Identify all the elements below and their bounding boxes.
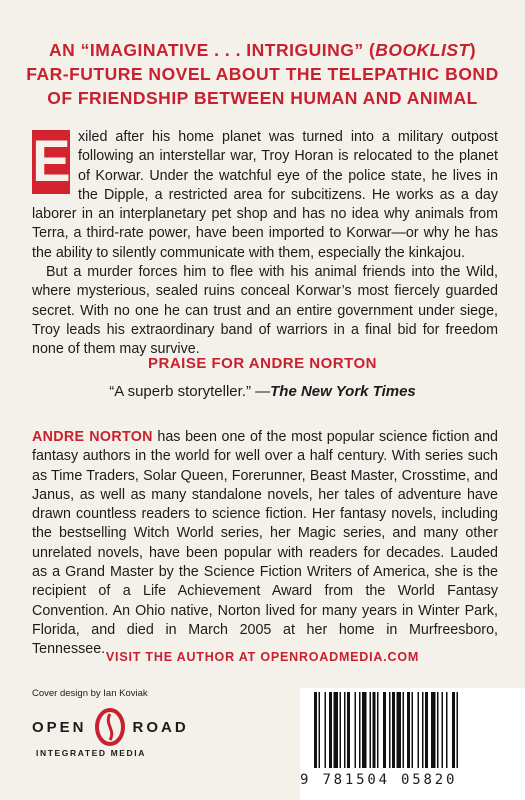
road-logo-icon <box>95 708 125 746</box>
author-website-line: VISIT THE AUTHOR AT OPENROADMEDIA.COM <box>105 650 420 664</box>
author-bio: ANDRE NORTON has been one of the most popular science fiction and fantasy authors in the world for well over a half century. With series such as Time Traders, Solar Queen, Forerunner, Beast Master, Crosstime, and Janus, as well as many standalone novels, her tales of adventure have drawn countless readers to science fiction. Her fantasy novels, including the bestselling Witch World series, her Magic series, and many other unrelated novels, have been popular with readers for decades. Lauded as a Grand Master by the Science Fiction Writers of America, she is the recipient of a Life Achievement Award from the World Fantasy Convention. An Ohio native, Norton lived for many years in Winter Park, Florida, and died in March 2005 at her home in Murfreesboro, Tennessee. <box>32 429 498 658</box>
quote-source: The New York Times <box>270 383 416 400</box>
logo-word-open: OPEN <box>32 718 87 736</box>
logo-subtitle: INTEGRATED MEDIA <box>36 748 146 758</box>
praise-quote: “A superb storyteller.” —The New York Times <box>109 383 416 400</box>
synopsis-paragraph-2: But a murder forces him to flee with his animal friends into the Wild, where mysterious, sealed ruins conceal Korwar’s most fiercely guarded secret. With no one he can trust and an entire government under siege, Troy leads his extraordinary band of warriors in a final bid for freedom none of them may survive. <box>32 264 498 358</box>
barcode-bars-icon <box>300 688 525 768</box>
cover-credit: Cover design by Ian Koviak <box>32 688 148 699</box>
tagline-line-2: FAR-FUTURE NOVEL ABOUT THE TELEPATHIC BOND <box>26 64 499 84</box>
author-name: ANDRE NORTON <box>32 429 153 445</box>
synopsis-paragraph-1: E xiled after his home planet was turned into a military outpost following an interstellar war, Troy Horan is relocated to the planet of Korwar. Under the watchful eye of the police state, he lives in the Dipple, a restricted area for subcitizens. He works as a day laborer in an interplanetary pet shop and has no idea why animals from Terra, a third-rate power, have been imported to Korwar—or why he has the ability to silently communicate with them, especially the kinkajou. <box>32 129 498 261</box>
tagline-line-1: AN “IMAGINATIVE . . . INTRIGUING” (BOOKLIST) <box>48 40 477 60</box>
publisher-logo <box>32 706 212 770</box>
tagline-line-3: OF FRIENDSHIP BETWEEN HUMAN AND ANIMAL <box>47 88 478 108</box>
tagline-headline <box>20 38 505 110</box>
praise-heading: PRAISE FOR ANDRE NORTON <box>147 355 377 372</box>
drop-cap: E <box>32 129 71 194</box>
logo-word-road: ROAD <box>132 718 189 736</box>
booklist-source: BOOKLIST <box>375 40 470 60</box>
isbn-digits: 9 781504 05820 <box>300 772 458 788</box>
synopsis <box>32 128 498 360</box>
